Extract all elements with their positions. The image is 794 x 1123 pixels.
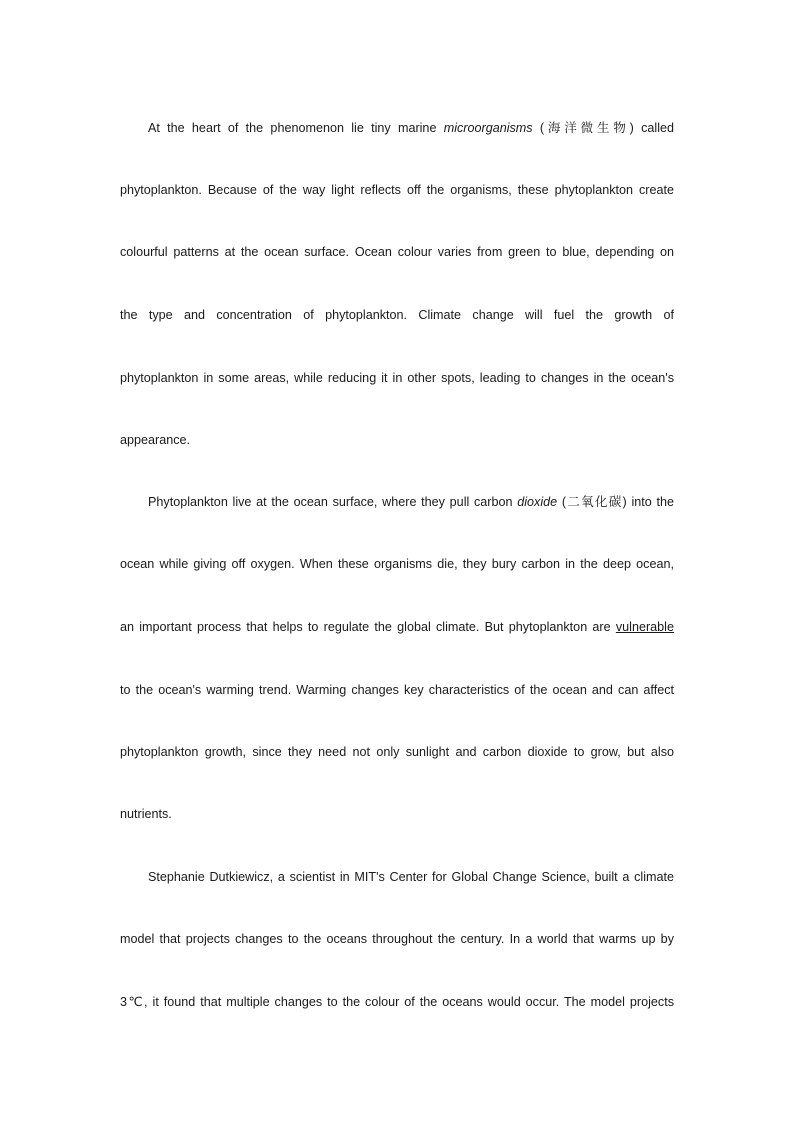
paragraph-2-line-4: to the ocean's warming trend. Warming changes key characteristics of the ocean and can affect bbox=[120, 683, 674, 697]
paragraph-2-line-3 bbox=[120, 617, 674, 637]
paragraph-1-line-5: phytoplankton in some areas, while reducing it in other spots, leading to changes in the ocean's bbox=[120, 371, 674, 385]
paragraph-1-line-3: colourful patterns at the ocean surface. Ocean colour varies from green to blue, depending on bbox=[120, 245, 674, 259]
text-run: ( bbox=[532, 121, 545, 135]
paragraph-3-line-1: Stephanie Dutkiewicz, a scientist in MIT's Center for Global Change Science, built a climate bbox=[148, 870, 674, 884]
chinese-gloss: 海洋微生物 bbox=[544, 120, 630, 135]
text-run: an important process that helps to regulate the global climate. But phytoplankton are bbox=[120, 620, 616, 634]
text-run: Phytoplankton live at the ocean surface, where they pull carbon bbox=[148, 495, 518, 509]
paragraph-2-line-2: ocean while giving off oxygen. When these organisms die, they bury carbon in the deep ocean, bbox=[120, 557, 674, 571]
paragraph-1-line-1 bbox=[148, 118, 674, 138]
paragraph-3-line-2: model that projects changes to the oceans throughout the century. In a world that warms up by bbox=[120, 932, 674, 946]
text-run: At the heart of the phenomenon lie tiny marine bbox=[148, 121, 444, 135]
paragraph-1-line-6: appearance. bbox=[120, 433, 191, 447]
paragraph-2-line-1 bbox=[148, 492, 674, 512]
chinese-gloss: 二氧化碳 bbox=[566, 494, 623, 509]
text-run: ) called bbox=[629, 121, 674, 135]
text-run: ) into the bbox=[622, 495, 674, 509]
paragraph-1-line-2: phytoplankton. Because of the way light reflects off the organisms, these phytoplankton create bbox=[120, 183, 674, 197]
paragraph-1-line-4: the type and concentration of phytoplankton. Climate change will fuel the growth of bbox=[120, 308, 674, 322]
paragraph-2-line-5: phytoplankton growth, since they need not only sunlight and carbon dioxide to grow, but also bbox=[120, 745, 674, 759]
text-run: ( bbox=[557, 495, 567, 509]
paragraph-3-line-3: 3℃, it found that multiple changes to the colour of the oceans would occur. The model projects bbox=[120, 995, 674, 1009]
paragraph-2-line-6: nutrients. bbox=[120, 807, 172, 821]
italic-term-microorganisms: microorganisms bbox=[443, 121, 533, 135]
italic-term-dioxide: dioxide bbox=[517, 495, 558, 509]
underlined-term-vulnerable: vulnerable bbox=[615, 620, 674, 634]
